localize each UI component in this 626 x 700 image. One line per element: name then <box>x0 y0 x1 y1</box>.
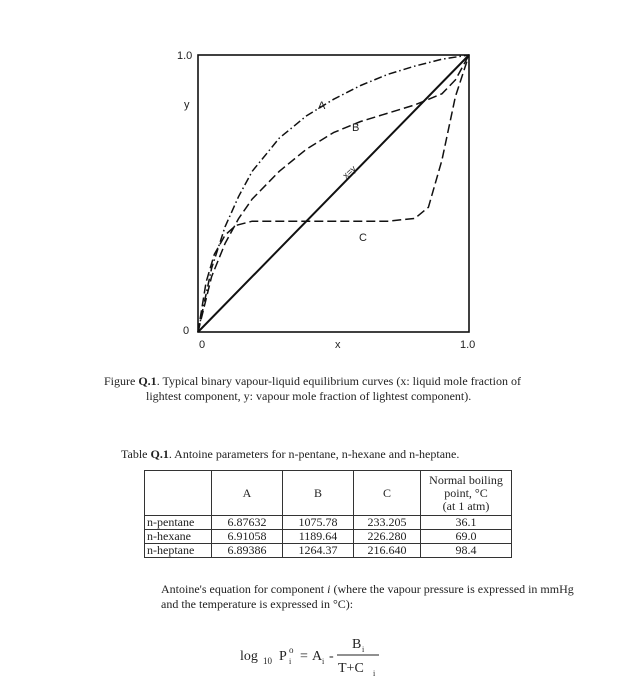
cell-b: 1264.37 <box>283 544 354 558</box>
row-name: n-heptane <box>145 544 212 558</box>
eq-p-subscript: i <box>289 657 292 666</box>
antoine-note-i: i <box>327 582 331 596</box>
figure-caption <box>104 374 574 404</box>
eq-minus: - <box>329 649 334 664</box>
eq-a: A <box>312 649 323 664</box>
antoine-table <box>144 470 512 558</box>
table-row <box>145 530 512 544</box>
figure-caption-number: Q.1 <box>138 374 157 388</box>
curve-label-c: C <box>359 232 367 244</box>
figure-caption-line1: . Typical binary vapour-liquid equilibrium curves (x: liquid mole fraction of <box>156 374 521 388</box>
table-row <box>145 544 512 558</box>
table-header-row <box>145 471 512 516</box>
x-axis-label: x <box>335 339 341 351</box>
table-caption-prefix: Table <box>121 447 151 461</box>
cell-bp: 36.1 <box>421 516 512 530</box>
table-row <box>145 516 512 530</box>
figure-caption-prefix: Figure <box>104 374 139 388</box>
row-name: n-hexane <box>145 530 212 544</box>
antoine-note-part1: Antoine's equation for component <box>161 582 328 596</box>
x-axis-end-label: 1.0 <box>460 339 476 351</box>
eq-denominator: T+C <box>338 661 364 676</box>
table-caption-number: Q.1 <box>150 447 169 461</box>
cell-c: 226.280 <box>354 530 421 544</box>
curve-label-b: B <box>352 122 360 134</box>
header-a: A <box>212 471 283 516</box>
header-c: C <box>354 471 421 516</box>
cell-c: 216.640 <box>354 544 421 558</box>
curve-label-diag: x=y <box>340 163 358 181</box>
eq-log: log <box>240 649 258 664</box>
cell-c: 233.205 <box>354 516 421 530</box>
curve-x-y <box>198 55 469 332</box>
curve-group <box>198 55 469 332</box>
antoine-note <box>161 582 591 612</box>
y-axis-label: y <box>184 99 190 111</box>
x-axis-zero-label: 0 <box>199 339 206 351</box>
cell-a: 6.89386 <box>212 544 283 558</box>
header-boiling-point <box>421 471 512 516</box>
figure-caption-line2: lightest component, y: vapour mole fraction of lightest component). <box>146 389 472 403</box>
eq-numerator-subscript: i <box>362 645 365 654</box>
eq-a-subscript: i <box>322 657 325 666</box>
eq-log-base: 10 <box>263 656 272 666</box>
table-caption-text: . Antoine parameters for n-pentane, n-hexane and n-heptane. <box>168 447 460 461</box>
cell-bp: 98.4 <box>421 544 512 558</box>
header-bp-line2: point, °C <box>444 485 488 500</box>
y-axis-top-label: 1.0 <box>177 50 193 62</box>
cell-b: 1075.78 <box>283 516 354 530</box>
antoine-equation <box>238 630 418 680</box>
table-caption <box>121 447 459 462</box>
table-corner-cell <box>145 471 212 516</box>
eq-denominator-subscript: i <box>373 669 376 678</box>
curve-label-a: A <box>318 100 326 112</box>
cell-bp: 69.0 <box>421 530 512 544</box>
eq-equals: = <box>300 649 308 664</box>
cell-a: 6.87632 <box>212 516 283 530</box>
cell-a: 6.91058 <box>212 530 283 544</box>
header-bp-line1: Normal boiling <box>429 472 503 487</box>
eq-p-superscript: o <box>289 645 294 655</box>
antoine-note-part2: (where the vapour pressure is expressed in mmHg and the temperature is expressed in °C): <box>161 582 574 611</box>
eq-p: P <box>279 649 287 664</box>
eq-numerator: B <box>352 637 362 652</box>
header-b: B <box>283 471 354 516</box>
header-bp-line3: (at 1 atm) <box>442 498 490 513</box>
y-axis-zero-label: 0 <box>183 325 190 337</box>
row-name: n-pentane <box>145 516 212 530</box>
cell-b: 1189.64 <box>283 530 354 544</box>
